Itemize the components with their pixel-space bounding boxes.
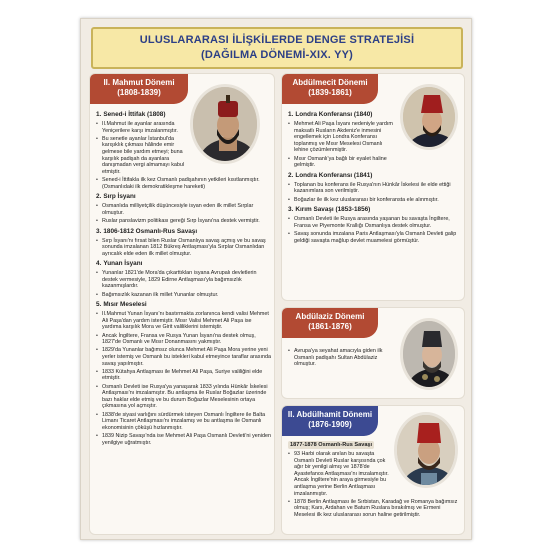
portrait-abdulaziz-icon xyxy=(403,321,458,390)
period-years: (1876-1909) xyxy=(308,420,352,429)
section-title: 5. Mısır Meselesi xyxy=(96,301,147,309)
section-title: 1877-1878 Osmanlı-Rus Savaşı xyxy=(290,442,373,448)
period-years: (1839-1861) xyxy=(308,88,352,97)
content-mahmut-ii xyxy=(96,108,272,448)
panel-header-abdulaziz xyxy=(282,308,378,338)
list-item: • Ancak İngiltere, Fransa ve Rusya Yunan İsyanı'na destek olmuş, 1827'de Osmanlı ve Mısır Donanmasını yakmıştır. xyxy=(96,333,272,346)
list-item: • Sırp İsyanı'nı fırsat bilen Ruslar Osmanlıya savaş açmış ve bu savaş sonunda imzalanan 1812 Bükreş Antlaşması'yla Sırplar Osmanlıdan ayrıcalık elde eden ilk millet olmuştur. xyxy=(96,238,272,258)
panel-header-abdulhamit-ii xyxy=(282,406,378,436)
list-item: • 93 Harbi olarak anılan bu savaşta Osmanlı Devleti Ruslar karşısında çok ağır bir yenilgi almış ve 1878'de Ayastefanos Antlaşması'nı imzalamıştır. Ancak İngiltere'nin araya girmesiyle bu antlaşma yerine Berlin Antlaşması imzalanmıştır. xyxy=(288,451,392,497)
panel-abdulmecit xyxy=(281,73,465,301)
list-item: • 1829'da Yunanlar bağımsız olunca Mehmet Ali Paşa Mora yerine yeni yerler istemiş ve Osmanlı bu istekleri kabul etmeyince taraflar arasında savaş yapılmıştır. xyxy=(96,347,272,367)
section-title: 1. Londra Konferansı (1840) xyxy=(288,111,373,118)
poster-title xyxy=(91,27,463,69)
list-item: • Mısır Osmanlı'ya bağlı bir eyalet haline gelmiştir. xyxy=(288,156,396,169)
list-item: • 1878 Berlin Antlaşması ile Sırbistan, Karadağ ve Romanya bağımsız olmuş; Kars, Ardahan ve Batum Ruslara bırakılmış ve Ermeni Meselesi ilk kez uluslararası sorun haline getirilmiştir. xyxy=(288,499,460,519)
list-item: • 1838'de siyasi varlığını sürdürmek isteyen Osmanlı İngiltere ile Balta Limanı Ticaret Antlaşması'nı imzalamış ve bu antlaşma ile Osmanlı ekonomisinin çöküşü hızlanmıştır. xyxy=(96,412,272,432)
panel-abdulaziz xyxy=(281,307,465,399)
content-abdulaziz xyxy=(288,348,394,369)
list-item: • Toplanan bu konferans ile Rusya'nın Hünkâr İskelesi ile elde ettiği kazanımlara son verilmiştir. xyxy=(288,182,460,195)
section-title: 4. Yunan İsyanı xyxy=(96,260,143,268)
section-title: 3. 1806-1812 Osmanlı-Rus Savaşı xyxy=(96,227,198,235)
title-line-1: ULUSLARARASI İLİŞKİLERDE DENGE STRATEJİSİ xyxy=(139,34,415,46)
panel-mahmut-ii xyxy=(89,73,275,535)
content-abdulmecit xyxy=(288,108,460,246)
list-item: • Ruslar panslavizm politikası gereği Sırp İsyanı'na destek vermiştir. xyxy=(96,218,272,225)
list-item: • Osmanlıda milliyetçilik düşüncesiyle isyan eden ilk millet Sırplar olmuştur. xyxy=(96,203,272,216)
section-title: 2. Londra Konferansı (1841) xyxy=(288,171,373,179)
list-item: • Sened-i İttifakla ilk kez Osmanlı padişahının yetkileri kısıtlanmıştır. (Osmanlıdaki ilk demokratikleşme hareketi) xyxy=(96,177,272,190)
list-item: • Savaş sonunda imzalana Paris Antlaşması'yla Osmanlı Devleti galip geldiği savaşta mağlup devlet muamelesi görmüştür. xyxy=(288,231,460,244)
section-title: 1. Sened-i İttifak (1808) xyxy=(96,111,166,118)
list-item: • Boğazlar ile ilk kez uluslararası bir konferansta ele alınmıştır. xyxy=(288,197,460,204)
list-item: • Mehmet Ali Paşa İsyanı nedeniyle yardım maksatlı Rusların Akdeniz'e inmesini engellemek için Londra Konferansı toplanmış ve Mısır Meselesi Osmanlı lehine çözümlenmiştir. xyxy=(288,121,396,154)
list-item: • II.Mahmut ile ayanlar arasında Yeniçerilere karşı imzalanmıştır. xyxy=(96,121,190,134)
section-title: 2. Sırp İsyanı xyxy=(96,193,136,201)
section-title: 3. Kırım Savaşı (1853-1856) xyxy=(288,206,371,214)
period-name: II. Abdülhamit Dönemi xyxy=(287,410,373,419)
list-item: • II.Mahmut Yunan İsyanı'nı bastırmakta zorlanınca kendi valisi Mehmet Ali Paşa'dan yardım istemiştir. Mısır Valisi Mehmet Ali Paşa ise yardıma karşılık Mora ve Girit valiliklerini istemiştir. xyxy=(96,311,272,331)
list-item: • 1839 Nizip Savaşı'nda ise Mehmet Ali Paşa Osmanlı Devleti'ni yeniden yenilgiye uğratmıştır. xyxy=(96,433,272,446)
panel-header-mahmut-ii xyxy=(90,74,188,104)
content-abdulhamit-ii xyxy=(288,438,460,520)
list-item: • Bağımsızlık kazanan ilk millet Yunanlar olmuştur. xyxy=(96,292,272,299)
list-item: • Yunanlar 1821'de Mora'da çıkarttıkları isyana Avrupalı devletlerin destek vermesiyle, 1829 Edirne Antlaşması'yla bağımsızlık kazanmışlardır. xyxy=(96,270,272,290)
period-name: II. Mahmut Dönemi xyxy=(103,78,175,87)
portrait-abdulaziz xyxy=(400,318,458,390)
period-years: (1861-1876) xyxy=(308,322,352,331)
list-item: • Bu senetle ayanlar İstanbul'da karışıklık çıkması hâlinde emir gelmese bile yardım etmeyi; buna karşılık padişah da ayanlara danışmadan vergi almamayı kabul etmiştir. xyxy=(96,136,190,176)
list-item: • Avrupa'ya seyahat amacıyla giden ilk Osmanlı padişahı Sultan Abdülaziz olmuştur. xyxy=(288,348,394,368)
panel-header-abdulmecit xyxy=(282,74,378,104)
title-line-2: (DAĞILMA DÖNEMİ-XIX. YY) xyxy=(200,49,354,61)
panel-abdulhamit-ii xyxy=(281,405,465,535)
list-item: • Osmanlı Devleti ile Rusya arasında yaşanan bu savaşta İngiltere, Fransa ve Piyemonte Krallığı Osmanlıya destek olmuştur. xyxy=(288,216,460,229)
list-item: • Osmanlı Devleti ise Rusya'ya yanaşarak 1833 yılında Hünkâr İskelesi Antlaşması'nı imzalamıştır. Bu antlaşma ile Ruslar Boğazlar üzerinde bazı haklar elde etmiş ve bu durum Boğazlar Meselesinin ortaya çıkmasına yol açmıştır. xyxy=(96,384,272,410)
history-poster xyxy=(80,18,472,540)
list-item: • 1833 Kütahya Antlaşması ile Mehmet Ali Paşa, Suriye valiliğini elde etmiştir. xyxy=(96,369,272,382)
period-name: Abdülmecit Dönemi xyxy=(292,78,368,87)
period-name: Abdülaziz Dönemi xyxy=(295,312,365,321)
period-years: (1808-1839) xyxy=(117,88,161,97)
